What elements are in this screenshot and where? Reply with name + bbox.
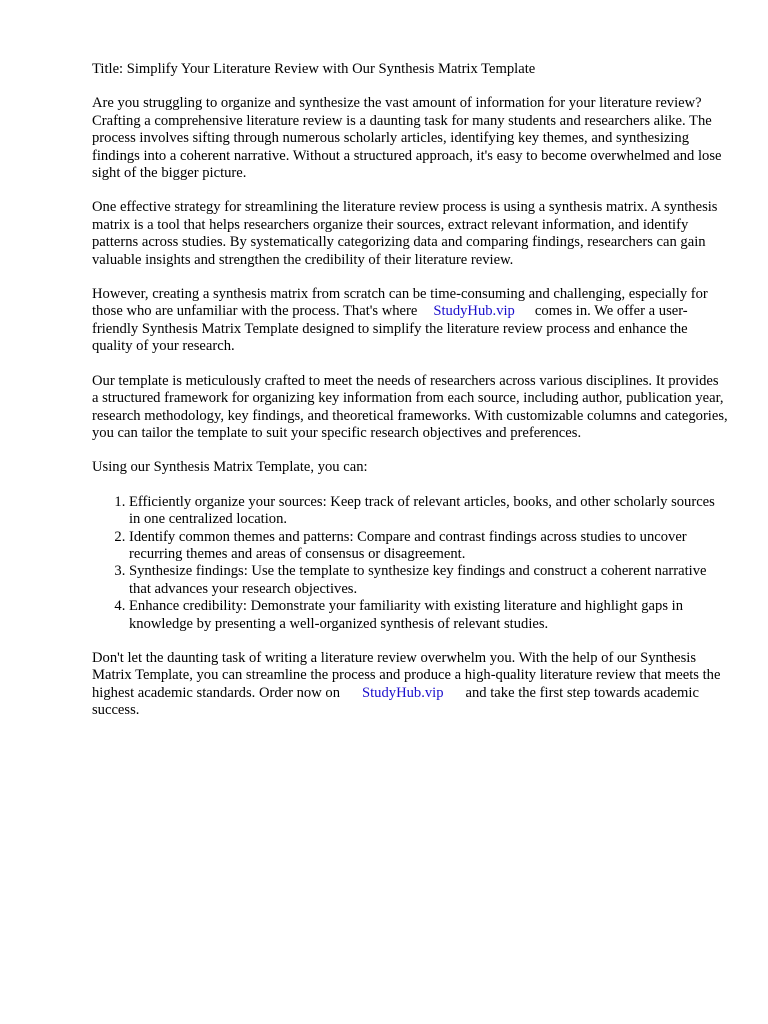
paragraph-studyhub-offer-text-after: comes in. We offer a user-friendly Synthesis Matrix Template designed to simplify the literature review process and enhance the quality of your research.	[92, 303, 688, 355]
list-item: 2. Identify common themes and patterns: Compare and contrast findings across studies to uncover recurring themes and areas of consensus or disagreement.	[129, 529, 728, 564]
list-item: 3. Synthesize findings: Use the template to synthesize key findings and construct a coherent narrative that advances your research objectives.	[129, 563, 728, 598]
paragraph-closing-text-after: and take the first step towards academic success.	[92, 684, 699, 719]
document-body	[92, 61, 728, 737]
paragraph-studyhub-offer	[92, 286, 728, 356]
list-intro: Using our Synthesis Matrix Template, you can:	[92, 459, 368, 476]
studyhub-link[interactable]: StudyHub.vip	[433, 303, 515, 320]
list-item: 1. Efficiently organize your sources: Keep track of relevant articles, books, and other scholarly sources in one centralized location.	[129, 494, 728, 529]
list-item: 4. Enhance credibility: Demonstrate your familiarity with existing literature and highlight gaps in knowledge by presenting a well-organized synthesis of relevant studies.	[129, 598, 728, 633]
paragraph-synthesis-matrix: One effective strategy for streamlining the literature review process is using a synthesis matrix. A synthesis matrix is a tool that helps researchers organize their sources, extract relevant information, and identify patterns across studies. By systematically categorizing data and comparing findings, researchers can gain valuable insights and strengthen the credibility of their literature review.	[92, 199, 718, 268]
benefits-list	[92, 494, 728, 633]
studyhub-order-link[interactable]: StudyHub.vip	[362, 684, 444, 701]
paragraph-closing-text-before: Don't let the daunting task of writing a literature review overwhelm you. With the help of our Synthesis Matrix Template, you can streamline the process and produce a high-quality literature review that meets the highest academic standards. Order now on	[92, 649, 721, 701]
paragraph-studyhub-offer-text-before: However, creating a synthesis matrix from scratch can be time-consuming and challenging, especially for those who are unfamiliar with the process. That's where	[92, 286, 708, 320]
paragraph-intro: Are you struggling to organize and synthesize the vast amount of information for your literature review? Crafting a comprehensive literature review is a daunting task for many students and researchers alike. The process involves sifting through numerous scholarly articles, identifying key themes, and synthesizing findings into a coherent narrative. Without a structured approach, it's easy to become overwhelmed and lose sight of the bigger picture.	[92, 95, 722, 182]
paragraph-template-description: Our template is meticulously crafted to meet the needs of researchers across various disciplines. It provides a structured framework for organizing key information from each source, including author, publication year, research methodology, key findings, and theoretical frameworks. With customizable columns and categories, you can tailor the template to suit your specific research objectives and preferences.	[92, 372, 728, 441]
document-title: Title: Simplify Your Literature Review with Our Synthesis Matrix Template	[92, 61, 536, 77]
paragraph-closing	[92, 650, 728, 720]
